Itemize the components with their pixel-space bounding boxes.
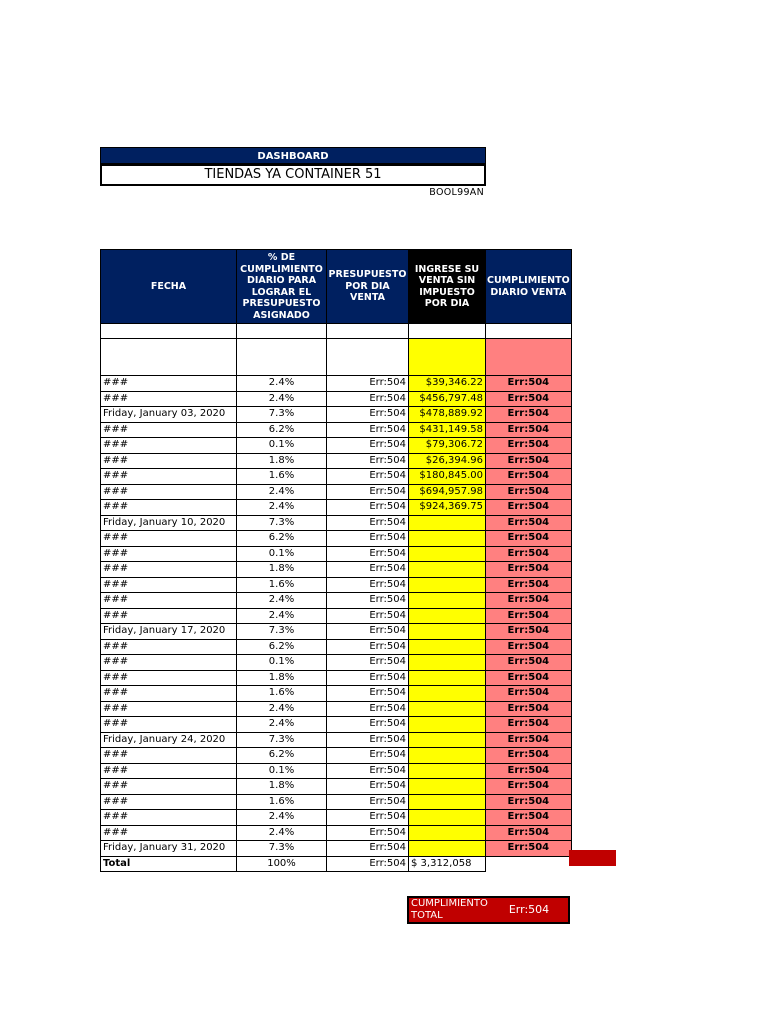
spacer-cell bbox=[327, 324, 409, 339]
date-cell: ### bbox=[101, 763, 237, 779]
spacer-cell bbox=[409, 324, 486, 339]
cumplimiento-cell: Err:504 bbox=[486, 763, 572, 779]
cumplimiento-cell: Err:504 bbox=[486, 686, 572, 702]
dashboard-title: DASHBOARD bbox=[100, 147, 486, 164]
date-cell: ### bbox=[101, 639, 237, 655]
venta-input-cell[interactable] bbox=[409, 670, 486, 686]
date-cell: ### bbox=[101, 531, 237, 547]
date-cell: ### bbox=[101, 593, 237, 609]
cumplimiento-total-value: Err:504 bbox=[508, 903, 550, 916]
spacer-row bbox=[101, 324, 572, 339]
blank-input-cell[interactable] bbox=[409, 339, 486, 376]
cumplimiento-cell: Err:504 bbox=[486, 484, 572, 500]
venta-input-cell[interactable] bbox=[409, 546, 486, 562]
date-cell: ### bbox=[101, 717, 237, 733]
date-cell: Friday, January 10, 2020 bbox=[101, 515, 237, 531]
presupuesto-cell: Err:504 bbox=[327, 748, 409, 764]
date-cell: ### bbox=[101, 562, 237, 578]
blank-cell bbox=[327, 339, 409, 376]
date-cell: ### bbox=[101, 608, 237, 624]
cumplimiento-cell: Err:504 bbox=[486, 624, 572, 640]
pct-cell: 7.3% bbox=[237, 732, 327, 748]
table-row bbox=[101, 407, 572, 423]
presupuesto-cell: Err:504 bbox=[327, 794, 409, 810]
venta-input-cell[interactable]: $924,369.75 bbox=[409, 500, 486, 516]
venta-input-cell[interactable] bbox=[409, 732, 486, 748]
presupuesto-cell: Err:504 bbox=[327, 546, 409, 562]
presupuesto-cell: Err:504 bbox=[327, 422, 409, 438]
cumplimiento-cell: Err:504 bbox=[486, 717, 572, 733]
presupuesto-cell: Err:504 bbox=[327, 577, 409, 593]
table-row bbox=[101, 593, 572, 609]
date-cell: ### bbox=[101, 469, 237, 485]
date-cell: ### bbox=[101, 438, 237, 454]
header-fecha: FECHA bbox=[101, 250, 237, 324]
presupuesto-cell: Err:504 bbox=[327, 469, 409, 485]
date-cell: Friday, January 17, 2020 bbox=[101, 624, 237, 640]
pct-cell: 0.1% bbox=[237, 763, 327, 779]
header-cumplimiento-diario: CUMPLIMIENTO DIARIO VENTA bbox=[486, 250, 572, 324]
date-cell: ### bbox=[101, 422, 237, 438]
table-row bbox=[101, 515, 572, 531]
header-pct-cumplimiento: % DE CUMPLIMIENTO DIARIO PARA LOGRAR EL PRESUPUESTO ASIGNADO bbox=[237, 250, 327, 324]
venta-input-cell[interactable]: $26,394.96 bbox=[409, 453, 486, 469]
pct-cell: 2.4% bbox=[237, 391, 327, 407]
cumplimiento-cell: Err:504 bbox=[486, 500, 572, 516]
venta-input-cell[interactable] bbox=[409, 810, 486, 826]
presupuesto-cell: Err:504 bbox=[327, 717, 409, 733]
date-cell: ### bbox=[101, 546, 237, 562]
venta-input-cell[interactable] bbox=[409, 562, 486, 578]
table-row bbox=[101, 391, 572, 407]
presupuesto-cell: Err:504 bbox=[327, 779, 409, 795]
cumplimiento-total-box bbox=[407, 896, 570, 924]
presupuesto-cell: Err:504 bbox=[327, 484, 409, 500]
table-row bbox=[101, 639, 572, 655]
table-row bbox=[101, 577, 572, 593]
spacer-cell bbox=[486, 324, 572, 339]
pct-cell: 7.3% bbox=[237, 515, 327, 531]
presupuesto-cell: Err:504 bbox=[327, 841, 409, 857]
presupuesto-cell: Err:504 bbox=[327, 655, 409, 671]
presupuesto-cell: Err:504 bbox=[327, 500, 409, 516]
presupuesto-cell: Err:504 bbox=[327, 810, 409, 826]
pct-cell: 2.4% bbox=[237, 376, 327, 392]
cumplimiento-cell: Err:504 bbox=[486, 469, 572, 485]
venta-input-cell[interactable] bbox=[409, 639, 486, 655]
venta-input-cell[interactable]: $478,889.92 bbox=[409, 407, 486, 423]
date-cell: ### bbox=[101, 376, 237, 392]
cumplimiento-cell: Err:504 bbox=[486, 546, 572, 562]
pct-cell: 6.2% bbox=[237, 748, 327, 764]
presupuesto-cell: Err:504 bbox=[327, 639, 409, 655]
pct-cell: 6.2% bbox=[237, 639, 327, 655]
pct-cell: 1.8% bbox=[237, 453, 327, 469]
date-cell: ### bbox=[101, 701, 237, 717]
presupuesto-cell: Err:504 bbox=[327, 531, 409, 547]
pct-cell: 2.4% bbox=[237, 717, 327, 733]
pct-cell: 2.4% bbox=[237, 500, 327, 516]
table-row bbox=[101, 717, 572, 733]
table-row bbox=[101, 810, 572, 826]
venta-input-cell[interactable] bbox=[409, 701, 486, 717]
cumplimiento-cell: Err:504 bbox=[486, 841, 572, 857]
total-pct: 100% bbox=[237, 856, 327, 872]
spacer-cell bbox=[101, 324, 237, 339]
cumplimiento-cell: Err:504 bbox=[486, 732, 572, 748]
venta-input-cell[interactable] bbox=[409, 531, 486, 547]
cumplimiento-cell: Err:504 bbox=[486, 562, 572, 578]
table-row bbox=[101, 608, 572, 624]
venta-input-cell[interactable] bbox=[409, 825, 486, 841]
table-row bbox=[101, 376, 572, 392]
total-venta: $ 3,312,058 bbox=[409, 856, 486, 872]
date-cell: ### bbox=[101, 500, 237, 516]
table-row bbox=[101, 655, 572, 671]
presupuesto-cell: Err:504 bbox=[327, 608, 409, 624]
pct-cell: 2.4% bbox=[237, 593, 327, 609]
pct-cell: 1.6% bbox=[237, 686, 327, 702]
presupuesto-cell: Err:504 bbox=[327, 763, 409, 779]
cumplimiento-cell: Err:504 bbox=[486, 391, 572, 407]
date-cell: Friday, January 31, 2020 bbox=[101, 841, 237, 857]
pct-cell: 1.6% bbox=[237, 794, 327, 810]
cumplimiento-cell: Err:504 bbox=[486, 438, 572, 454]
total-label: Total bbox=[101, 856, 237, 872]
table-row bbox=[101, 794, 572, 810]
pct-cell: 2.4% bbox=[237, 701, 327, 717]
table-row bbox=[101, 422, 572, 438]
pct-cell: 0.1% bbox=[237, 655, 327, 671]
venta-input-cell[interactable]: $180,845.00 bbox=[409, 469, 486, 485]
presupuesto-cell: Err:504 bbox=[327, 453, 409, 469]
presupuesto-cell: Err:504 bbox=[327, 624, 409, 640]
date-cell: ### bbox=[101, 577, 237, 593]
presupuesto-cell: Err:504 bbox=[327, 732, 409, 748]
date-cell: Friday, January 03, 2020 bbox=[101, 407, 237, 423]
venta-input-cell[interactable]: $79,306.72 bbox=[409, 438, 486, 454]
presupuesto-cell: Err:504 bbox=[327, 376, 409, 392]
venta-input-cell[interactable] bbox=[409, 624, 486, 640]
cumplimiento-cell: Err:504 bbox=[486, 825, 572, 841]
presupuesto-cell: Err:504 bbox=[327, 686, 409, 702]
pct-cell: 6.2% bbox=[237, 531, 327, 547]
presupuesto-cell: Err:504 bbox=[327, 407, 409, 423]
venta-input-cell[interactable] bbox=[409, 841, 486, 857]
spacer-cell bbox=[237, 324, 327, 339]
sales-table bbox=[100, 249, 572, 872]
table-row bbox=[101, 748, 572, 764]
table-row bbox=[101, 686, 572, 702]
cumplimiento-cell: Err:504 bbox=[486, 422, 572, 438]
blank-row bbox=[101, 339, 572, 376]
presupuesto-cell: Err:504 bbox=[327, 391, 409, 407]
presupuesto-cell: Err:504 bbox=[327, 593, 409, 609]
presupuesto-cell: Err:504 bbox=[327, 562, 409, 578]
pct-cell: 7.3% bbox=[237, 407, 327, 423]
date-cell: ### bbox=[101, 779, 237, 795]
table-row bbox=[101, 469, 572, 485]
date-cell: ### bbox=[101, 748, 237, 764]
table-row bbox=[101, 438, 572, 454]
table-row bbox=[101, 732, 572, 748]
table-row bbox=[101, 484, 572, 500]
blank-cell bbox=[486, 339, 572, 376]
presupuesto-cell: Err:504 bbox=[327, 825, 409, 841]
pct-cell: 7.3% bbox=[237, 624, 327, 640]
cumplimiento-cell: Err:504 bbox=[486, 639, 572, 655]
pct-cell: 0.1% bbox=[237, 546, 327, 562]
venta-input-cell[interactable] bbox=[409, 593, 486, 609]
pct-cell: 2.4% bbox=[237, 825, 327, 841]
venta-input-cell[interactable] bbox=[409, 577, 486, 593]
venta-input-cell[interactable]: $431,149.58 bbox=[409, 422, 486, 438]
cumplimiento-cell: Err:504 bbox=[486, 515, 572, 531]
table-row bbox=[101, 779, 572, 795]
cumplimiento-cell: Err:504 bbox=[486, 453, 572, 469]
venta-input-cell[interactable] bbox=[409, 608, 486, 624]
table-row bbox=[101, 841, 572, 857]
total-presupuesto: Err:504 bbox=[327, 856, 409, 872]
header-ingrese-venta: INGRESE SU VENTA SIN IMPUESTO POR DIA bbox=[409, 250, 486, 324]
pct-cell: 2.4% bbox=[237, 484, 327, 500]
date-cell: ### bbox=[101, 453, 237, 469]
table-row bbox=[101, 763, 572, 779]
date-cell: ### bbox=[101, 670, 237, 686]
venta-input-cell[interactable] bbox=[409, 748, 486, 764]
presupuesto-cell: Err:504 bbox=[327, 670, 409, 686]
date-cell: ### bbox=[101, 810, 237, 826]
date-cell: ### bbox=[101, 391, 237, 407]
presupuesto-cell: Err:504 bbox=[327, 438, 409, 454]
table-row bbox=[101, 453, 572, 469]
pct-cell: 1.6% bbox=[237, 469, 327, 485]
table-row bbox=[101, 624, 572, 640]
date-cell: ### bbox=[101, 794, 237, 810]
cumplimiento-cell: Err:504 bbox=[486, 655, 572, 671]
table-row bbox=[101, 546, 572, 562]
pct-cell: 1.8% bbox=[237, 562, 327, 578]
venta-input-cell[interactable] bbox=[409, 717, 486, 733]
venta-input-cell[interactable] bbox=[409, 655, 486, 671]
cumplimiento-cell: Err:504 bbox=[486, 670, 572, 686]
pct-cell: 6.2% bbox=[237, 422, 327, 438]
date-cell: ### bbox=[101, 484, 237, 500]
pct-cell: 2.4% bbox=[237, 608, 327, 624]
cumplimiento-cell: Err:504 bbox=[486, 376, 572, 392]
cumplimiento-cell: Err:504 bbox=[486, 608, 572, 624]
presupuesto-cell: Err:504 bbox=[327, 701, 409, 717]
venta-input-cell[interactable] bbox=[409, 515, 486, 531]
table-row bbox=[101, 531, 572, 547]
table-row bbox=[101, 825, 572, 841]
cumplimiento-cell: Err:504 bbox=[486, 794, 572, 810]
cumplimiento-cell: Err:504 bbox=[486, 407, 572, 423]
cumplimiento-cell: Err:504 bbox=[486, 748, 572, 764]
alert-marker bbox=[569, 850, 616, 866]
total-row bbox=[101, 856, 572, 872]
total-empty-cell bbox=[486, 856, 572, 872]
date-cell: ### bbox=[101, 686, 237, 702]
table-row bbox=[101, 701, 572, 717]
venta-input-cell[interactable] bbox=[409, 686, 486, 702]
cumplimiento-cell: Err:504 bbox=[486, 701, 572, 717]
venta-input-cell[interactable] bbox=[409, 794, 486, 810]
venta-input-cell[interactable] bbox=[409, 779, 486, 795]
blank-cell bbox=[237, 339, 327, 376]
store-name: TIENDAS YA CONTAINER 51 bbox=[100, 164, 486, 186]
venta-input-cell[interactable]: $456,797.48 bbox=[409, 391, 486, 407]
date-cell: Friday, January 24, 2020 bbox=[101, 732, 237, 748]
pct-cell: 2.4% bbox=[237, 810, 327, 826]
cumplimiento-cell: Err:504 bbox=[486, 577, 572, 593]
cumplimiento-cell: Err:504 bbox=[486, 779, 572, 795]
cumplimiento-cell: Err:504 bbox=[486, 531, 572, 547]
header-presupuesto: PRESUPUESTO POR DIA VENTA bbox=[327, 250, 409, 324]
table-row bbox=[101, 670, 572, 686]
venta-input-cell[interactable]: $694,957.98 bbox=[409, 484, 486, 500]
venta-input-cell[interactable] bbox=[409, 763, 486, 779]
table-row bbox=[101, 500, 572, 516]
store-code: BOOL99AN bbox=[429, 187, 484, 198]
pct-cell: 7.3% bbox=[237, 841, 327, 857]
cumplimiento-cell: Err:504 bbox=[486, 810, 572, 826]
venta-input-cell[interactable]: $39,346.22 bbox=[409, 376, 486, 392]
presupuesto-cell: Err:504 bbox=[327, 515, 409, 531]
date-cell: ### bbox=[101, 825, 237, 841]
table-row bbox=[101, 562, 572, 578]
cumplimiento-cell: Err:504 bbox=[486, 593, 572, 609]
blank-cell bbox=[101, 339, 237, 376]
pct-cell: 1.8% bbox=[237, 779, 327, 795]
cumplimiento-total-label: CUMPLIMIENTO TOTAL bbox=[411, 898, 488, 921]
pct-cell: 1.6% bbox=[237, 577, 327, 593]
pct-cell: 0.1% bbox=[237, 438, 327, 454]
date-cell: ### bbox=[101, 655, 237, 671]
pct-cell: 1.8% bbox=[237, 670, 327, 686]
